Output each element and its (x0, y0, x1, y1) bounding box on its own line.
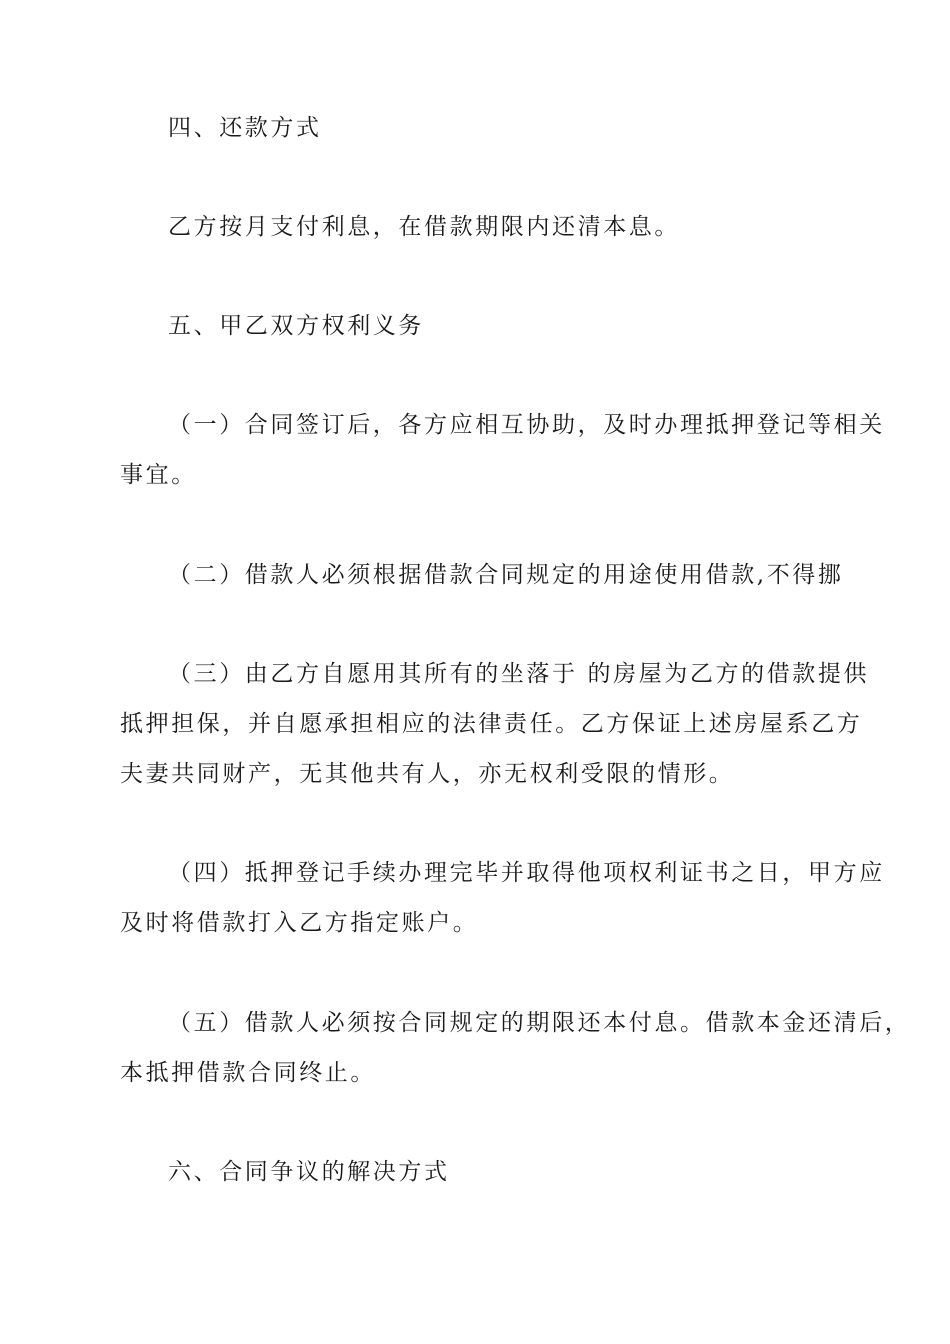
item-5-line-1: （五）借款人必须按合同规定的期限还本付息。借款本金还清后， (168, 1010, 911, 1036)
section-heading-dispute-resolution: 六、合同争议的解决方式 (168, 1159, 450, 1185)
item-5-line-2: 本抵押借款合同终止。 (120, 1060, 376, 1086)
item-1-line-1: （一）合同签订后，各方应相互协助，及时办理抵押登记等相关 (168, 412, 885, 438)
section-heading-repayment: 四、还款方式 (168, 115, 322, 141)
item-4-line-2: 及时将借款打入乙方指定账户。 (120, 910, 479, 936)
item-1-line-2: 事宜。 (120, 462, 197, 488)
paragraph-repayment: 乙方按月支付利息，在借款期限内还清本息。 (168, 214, 680, 240)
item-3-line-3: 夫妻共同财产，无其他共有人，亦无权利受限的情形。 (120, 761, 735, 787)
item-2-line-1: （二）借款人必须根据借款合同规定的用途使用借款,不得挪 (168, 562, 844, 588)
item-3-line-2: 抵押担保，并自愿承担相应的法律责任。乙方保证上述房屋系乙方 (120, 711, 863, 737)
item-4-line-1: （四）抵押登记手续办理完毕并取得他项权利证书之日，甲方应 (168, 860, 885, 886)
item-3-line-1: （三）由乙方自愿用其所有的坐落于 的房屋为乙方的借款提供 (168, 661, 870, 687)
section-heading-rights-obligations: 五、甲乙双方权利义务 (168, 313, 424, 339)
